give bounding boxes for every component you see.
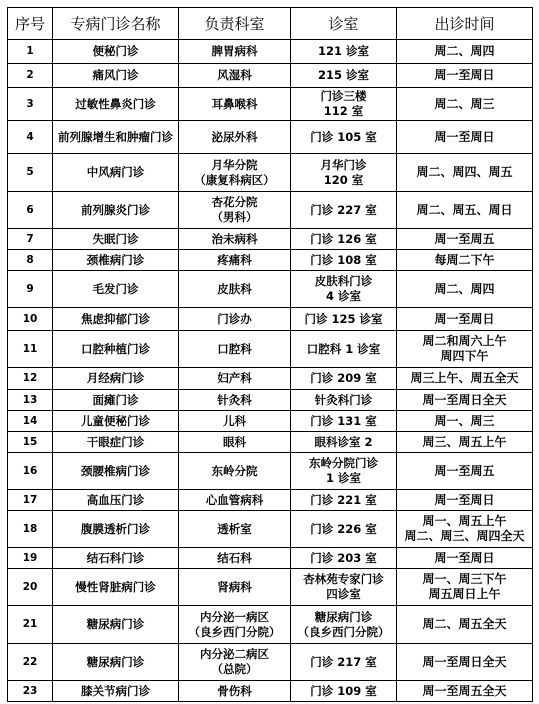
department: 心血管病科 bbox=[179, 490, 291, 511]
department: 内分泌二病区 （总院） bbox=[179, 644, 291, 681]
row-number: 22 bbox=[8, 644, 53, 681]
clinic-name: 中风病门诊 bbox=[53, 154, 179, 192]
row-number: 17 bbox=[8, 490, 53, 511]
clinic-name: 前列腺增生和肿瘤门诊 bbox=[53, 121, 179, 154]
clinic-name: 颈腰椎病门诊 bbox=[53, 453, 179, 490]
header-schedule: 出诊时间 bbox=[397, 8, 533, 40]
department: 眼科 bbox=[179, 432, 291, 453]
department: 月华分院 （康复科病区） bbox=[179, 154, 291, 192]
clinic-name: 毛发门诊 bbox=[53, 271, 179, 308]
schedule: 周一至周日 bbox=[397, 121, 533, 154]
table-row bbox=[8, 229, 533, 250]
department: 门诊办 bbox=[179, 308, 291, 331]
table-row bbox=[8, 368, 533, 390]
table-body bbox=[8, 40, 533, 702]
clinic-name: 口腔种植门诊 bbox=[53, 331, 179, 368]
row-number: 2 bbox=[8, 64, 53, 88]
department: 透析室 bbox=[179, 511, 291, 548]
table-row bbox=[8, 121, 533, 154]
schedule: 周二、周四、周五 bbox=[397, 154, 533, 192]
clinic-name: 痛风门诊 bbox=[53, 64, 179, 88]
table-row bbox=[8, 411, 533, 432]
table-row bbox=[8, 606, 533, 644]
room: 月华门诊 120 室 bbox=[291, 154, 397, 192]
clinic-name: 前列腺炎门诊 bbox=[53, 192, 179, 229]
schedule: 周二、周四 bbox=[397, 271, 533, 308]
schedule: 周一至周日 bbox=[397, 490, 533, 511]
row-number: 9 bbox=[8, 271, 53, 308]
row-number: 23 bbox=[8, 681, 53, 702]
table-row bbox=[8, 64, 533, 88]
department: 脾胃病科 bbox=[179, 40, 291, 64]
row-number: 8 bbox=[8, 250, 53, 271]
room: 215 诊室 bbox=[291, 64, 397, 88]
room: 皮肤科门诊 4 诊室 bbox=[291, 271, 397, 308]
table-row bbox=[8, 490, 533, 511]
row-number: 18 bbox=[8, 511, 53, 548]
schedule: 周一至周五 bbox=[397, 453, 533, 490]
row-number: 10 bbox=[8, 308, 53, 331]
department: 治未病科 bbox=[179, 229, 291, 250]
room: 门诊 131 室 bbox=[291, 411, 397, 432]
room: 口腔科 1 诊室 bbox=[291, 331, 397, 368]
schedule: 周一至周日全天 bbox=[397, 644, 533, 681]
schedule: 周一至周五全天 bbox=[397, 681, 533, 702]
clinic-name: 高血压门诊 bbox=[53, 490, 179, 511]
table-row bbox=[8, 390, 533, 411]
schedule: 每周二下午 bbox=[397, 250, 533, 271]
department: 口腔科 bbox=[179, 331, 291, 368]
row-number: 3 bbox=[8, 88, 53, 121]
room: 门诊 125 诊室 bbox=[291, 308, 397, 331]
clinic-name: 儿童便秘门诊 bbox=[53, 411, 179, 432]
department: 肾病科 bbox=[179, 569, 291, 606]
clinic-name: 面瘫门诊 bbox=[53, 390, 179, 411]
row-number: 11 bbox=[8, 331, 53, 368]
department: 泌尿外科 bbox=[179, 121, 291, 154]
department: 儿科 bbox=[179, 411, 291, 432]
room: 门诊 109 室 bbox=[291, 681, 397, 702]
row-number: 4 bbox=[8, 121, 53, 154]
table-row bbox=[8, 681, 533, 702]
department: 耳鼻喉科 bbox=[179, 88, 291, 121]
clinic-name: 干眼症门诊 bbox=[53, 432, 179, 453]
row-number: 20 bbox=[8, 569, 53, 606]
department: 皮肤科 bbox=[179, 271, 291, 308]
room: 杏林苑专家门诊 四诊室 bbox=[291, 569, 397, 606]
row-number: 19 bbox=[8, 548, 53, 569]
row-number: 16 bbox=[8, 453, 53, 490]
row-number: 13 bbox=[8, 390, 53, 411]
table-row bbox=[8, 432, 533, 453]
schedule: 周二、周三 bbox=[397, 88, 533, 121]
clinic-name: 结石科门诊 bbox=[53, 548, 179, 569]
room: 门诊 217 室 bbox=[291, 644, 397, 681]
header-department: 负责科室 bbox=[179, 8, 291, 40]
clinic-name: 糖尿病门诊 bbox=[53, 644, 179, 681]
row-number: 7 bbox=[8, 229, 53, 250]
schedule: 周一、周三 bbox=[397, 411, 533, 432]
room: 门诊 226 室 bbox=[291, 511, 397, 548]
table-row bbox=[8, 88, 533, 121]
row-number: 6 bbox=[8, 192, 53, 229]
schedule: 周一、周五上午 周二、周三、周四全天 bbox=[397, 511, 533, 548]
room: 门诊 126 室 bbox=[291, 229, 397, 250]
clinic-name: 腹膜透析门诊 bbox=[53, 511, 179, 548]
clinic-schedule-table bbox=[7, 7, 533, 702]
clinic-name: 膝关节病门诊 bbox=[53, 681, 179, 702]
clinic-name: 慢性肾脏病门诊 bbox=[53, 569, 179, 606]
header-row bbox=[8, 8, 533, 40]
table-row bbox=[8, 250, 533, 271]
row-number: 12 bbox=[8, 368, 53, 390]
schedule: 周一至周日 bbox=[397, 308, 533, 331]
row-number: 21 bbox=[8, 606, 53, 644]
room: 眼科诊室 2 bbox=[291, 432, 397, 453]
schedule: 周一至周日全天 bbox=[397, 390, 533, 411]
clinic-name: 过敏性鼻炎门诊 bbox=[53, 88, 179, 121]
table-row bbox=[8, 192, 533, 229]
room: 门诊 221 室 bbox=[291, 490, 397, 511]
room: 针灸科门诊 bbox=[291, 390, 397, 411]
clinic-name: 月经病门诊 bbox=[53, 368, 179, 390]
schedule: 周一至周日 bbox=[397, 64, 533, 88]
room: 门诊 105 室 bbox=[291, 121, 397, 154]
table-row bbox=[8, 331, 533, 368]
row-number: 15 bbox=[8, 432, 53, 453]
schedule: 周三上午、周五全天 bbox=[397, 368, 533, 390]
department: 妇产科 bbox=[179, 368, 291, 390]
room: 门诊三楼 112 室 bbox=[291, 88, 397, 121]
clinic-name: 便秘门诊 bbox=[53, 40, 179, 64]
schedule: 周二、周五、周日 bbox=[397, 192, 533, 229]
department: 东岭分院 bbox=[179, 453, 291, 490]
schedule: 周二、周五全天 bbox=[397, 606, 533, 644]
table-row bbox=[8, 308, 533, 331]
room: 门诊 209 室 bbox=[291, 368, 397, 390]
room: 糖尿病门诊 （良乡西门分院） bbox=[291, 606, 397, 644]
table-row bbox=[8, 569, 533, 606]
schedule: 周一至周五 bbox=[397, 229, 533, 250]
table-row bbox=[8, 154, 533, 192]
header-clinic-name: 专病门诊名称 bbox=[53, 8, 179, 40]
schedule: 周三、周五上午 bbox=[397, 432, 533, 453]
row-number: 14 bbox=[8, 411, 53, 432]
room: 门诊 203 室 bbox=[291, 548, 397, 569]
department: 疼痛科 bbox=[179, 250, 291, 271]
clinic-name: 失眠门诊 bbox=[53, 229, 179, 250]
table-row bbox=[8, 453, 533, 490]
header-number: 序号 bbox=[8, 8, 53, 40]
header-room: 诊室 bbox=[291, 8, 397, 40]
table-row bbox=[8, 644, 533, 681]
room: 门诊 108 室 bbox=[291, 250, 397, 271]
schedule: 周一、周三下午 周五周日上午 bbox=[397, 569, 533, 606]
clinic-name: 焦虑抑郁门诊 bbox=[53, 308, 179, 331]
table-row bbox=[8, 271, 533, 308]
department: 骨伤科 bbox=[179, 681, 291, 702]
table-row bbox=[8, 40, 533, 64]
table-row bbox=[8, 511, 533, 548]
room: 121 诊室 bbox=[291, 40, 397, 64]
schedule: 周二、周四 bbox=[397, 40, 533, 64]
room: 门诊 227 室 bbox=[291, 192, 397, 229]
department: 结石科 bbox=[179, 548, 291, 569]
room: 东岭分院门诊 1 诊室 bbox=[291, 453, 397, 490]
department: 针灸科 bbox=[179, 390, 291, 411]
row-number: 5 bbox=[8, 154, 53, 192]
department: 内分泌一病区 （良乡西门分院） bbox=[179, 606, 291, 644]
department: 风湿科 bbox=[179, 64, 291, 88]
table-row bbox=[8, 548, 533, 569]
row-number: 1 bbox=[8, 40, 53, 64]
schedule: 周一至周日 bbox=[397, 548, 533, 569]
department: 杏花分院 （男科） bbox=[179, 192, 291, 229]
schedule: 周二和周六上午 周四下午 bbox=[397, 331, 533, 368]
clinic-name: 颈椎病门诊 bbox=[53, 250, 179, 271]
clinic-name: 糖尿病门诊 bbox=[53, 606, 179, 644]
